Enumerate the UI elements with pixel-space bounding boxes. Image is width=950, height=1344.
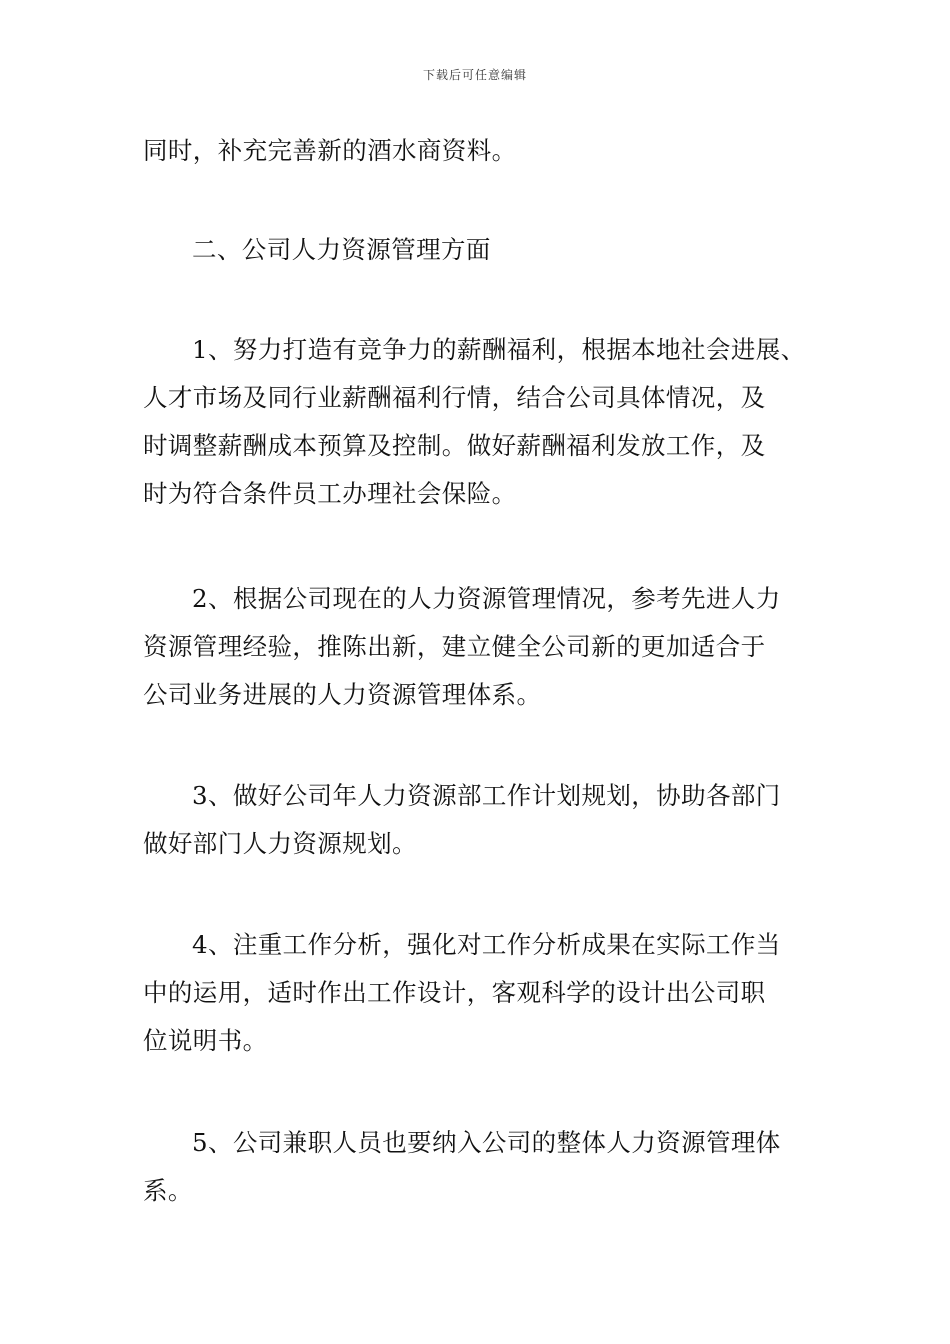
text-line: 资源管理经验，推陈出新，建立健全公司新的更加适合于 <box>143 632 766 661</box>
paragraph-continuation <box>143 127 517 175</box>
text-line: 系。 <box>143 1176 193 1205</box>
text-line: 时为符合条件员工办理社会保险。 <box>143 479 517 508</box>
text-line: 二、公司人力资源管理方面 <box>192 235 491 264</box>
paragraph-item-5 <box>143 1119 781 1215</box>
text-line: 同时，补充完善新的酒水商资料。 <box>143 136 517 165</box>
text-line: 5、公司兼职人员也要纳入公司的整体人力资源管理体 <box>192 1128 781 1157</box>
text-line: 时调整薪酬成本预算及控制。做好薪酬福利发放工作，及 <box>143 431 766 460</box>
text-line: 1、努力打造有竞争力的薪酬福利，根据本地社会进展、 <box>192 335 806 364</box>
text-line: 做好部门人力资源规划。 <box>143 829 417 858</box>
text-line: 公司业务进展的人力资源管理体系。 <box>143 680 542 709</box>
text-line: 4、注重工作分析，强化对工作分析成果在实际工作当 <box>192 930 781 959</box>
paragraph-item-1 <box>143 326 806 518</box>
text-line: 位说明书。 <box>143 1026 268 1055</box>
paragraph-item-4 <box>143 921 781 1065</box>
text-line: 3、做好公司年人力资源部工作计划规划，协助各部门 <box>192 781 781 810</box>
paragraph-item-3 <box>143 772 781 868</box>
page-header: 下载后可任意编辑 <box>422 68 527 82</box>
text-line: 人才市场及同行业薪酬福利行情，结合公司具体情况，及 <box>143 383 766 412</box>
section-heading <box>143 226 491 274</box>
text-line: 中的运用，适时作出工作设计，客观科学的设计出公司职 <box>143 978 766 1007</box>
text-line: 2、根据公司现在的人力资源管理情况，参考先进人力 <box>192 584 781 613</box>
paragraph-item-2 <box>143 575 781 719</box>
